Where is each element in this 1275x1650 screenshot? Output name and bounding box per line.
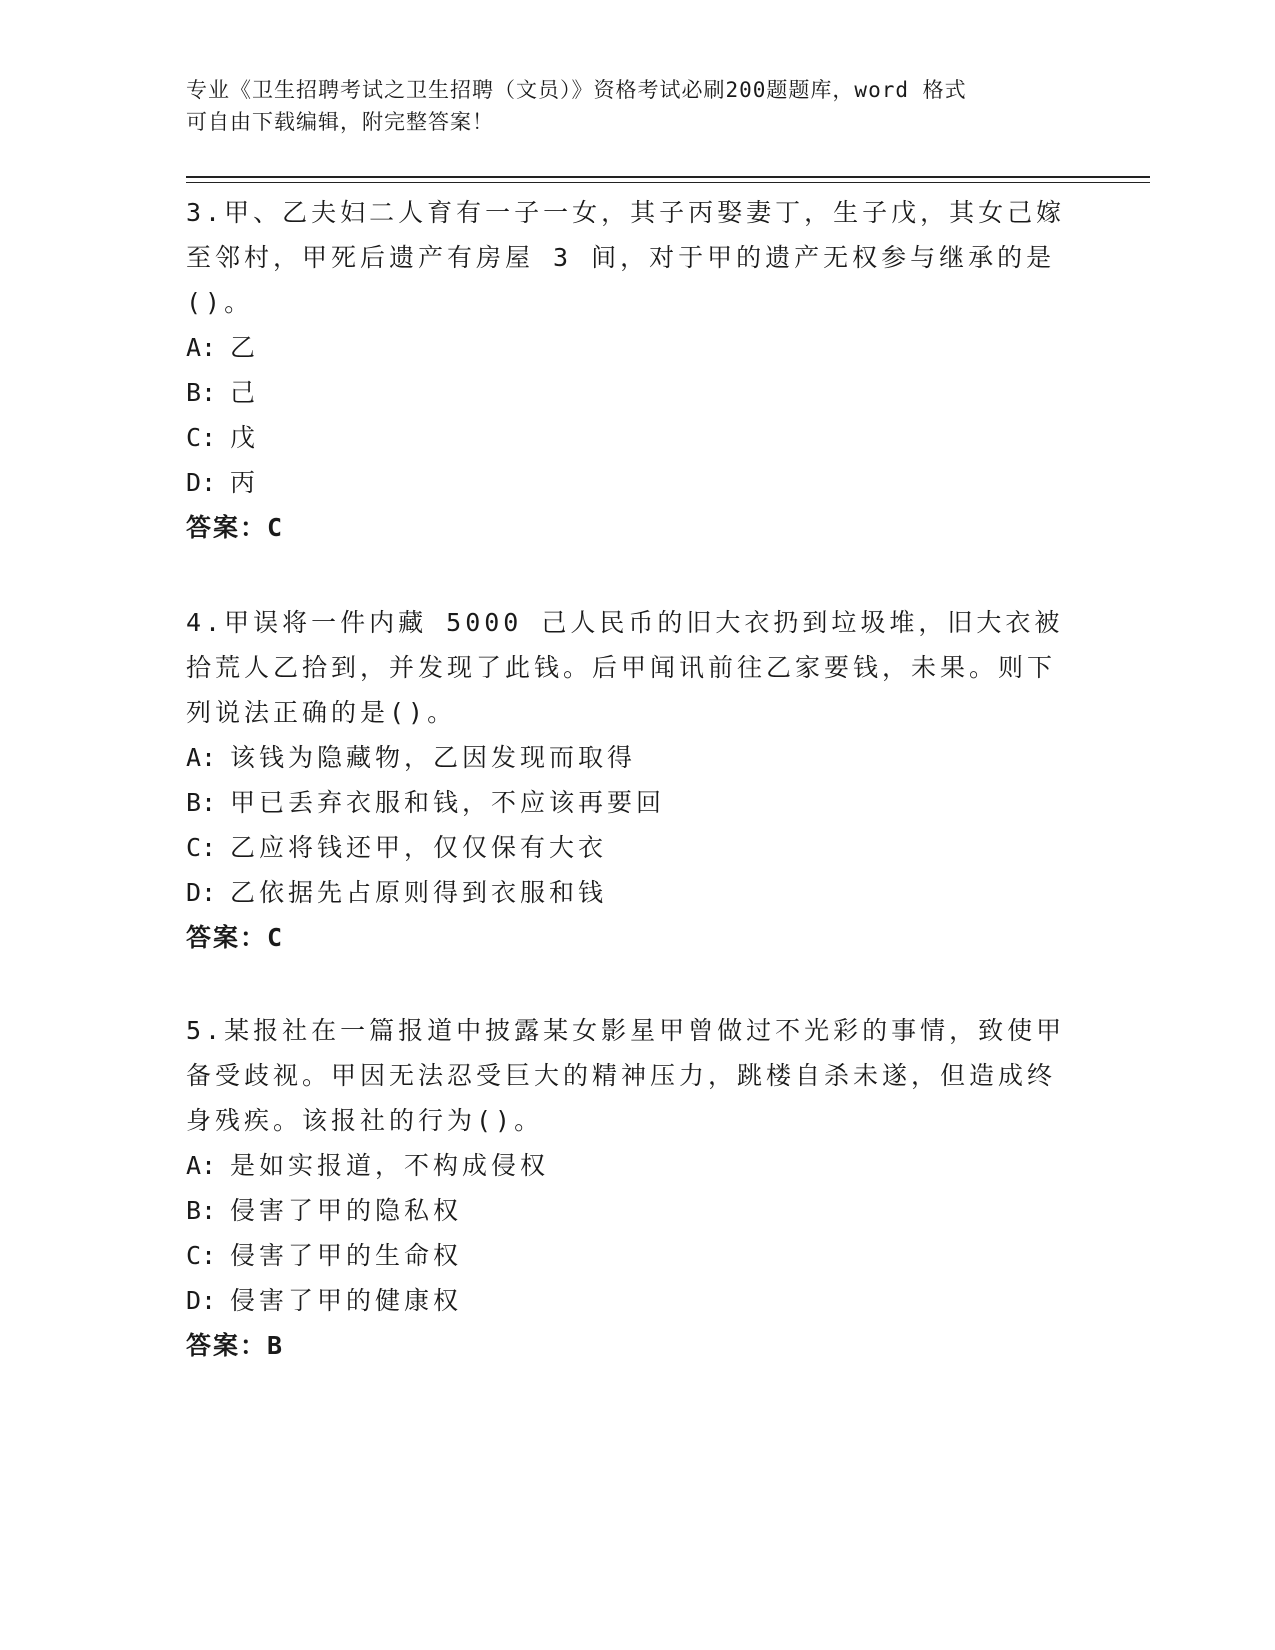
option-text: 该钱为隐藏物，乙因发现而取得 (230, 743, 637, 772)
option-text: 丙 (230, 468, 260, 497)
option-letter: C: (186, 423, 217, 452)
option-text: 甲已丢弃衣服和钱，不应该再要回 (230, 788, 666, 817)
question-stem: 3.甲、乙夫妇二人育有一子一女，其子丙娶妻丁，生子戊，其女己嫁至邻村，甲死后遗产有房屋 3 间，对于甲的遗产无权参与继承的是()。 (186, 198, 1066, 317)
option-letter: A: (186, 1151, 217, 1180)
option-b (186, 370, 1066, 415)
option-letter: A: (186, 333, 217, 362)
option-a (186, 735, 1066, 780)
question-3 (186, 190, 1066, 550)
option-b (186, 780, 1066, 825)
question-5 (186, 1008, 1066, 1368)
option-letter: D: (186, 1286, 217, 1315)
option-letter: D: (186, 878, 217, 907)
option-text: 侵害了甲的健康权 (230, 1286, 463, 1315)
option-c (186, 415, 1066, 460)
option-text: 乙 (230, 333, 260, 362)
option-d (186, 1278, 1066, 1323)
question-4 (186, 600, 1066, 960)
question-stem: 4.甲误将一件内藏 5000 己人民币的旧大衣扔到垃圾堆，旧大衣被拾荒人乙拾到，并发现了此钱。后甲闻讯前往乙家要钱，未果。则下列说法正确的是()。 (186, 608, 1064, 727)
header-rule-thick (186, 176, 1150, 178)
option-text: 乙依据先占原则得到衣服和钱 (230, 878, 608, 907)
option-letter: C: (186, 1241, 217, 1270)
option-c (186, 1233, 1066, 1278)
answer-line: 答案：C (186, 923, 285, 952)
option-b (186, 1188, 1066, 1233)
option-letter: A: (186, 743, 217, 772)
option-c (186, 825, 1066, 870)
question-stem: 5.某报社在一篇报道中披露某女影星甲曾做过不光彩的事情，致使甲备受歧视。甲因无法忍受巨大的精神压力，跳楼自杀未遂，但造成终身残疾。该报社的行为()。 (186, 1016, 1066, 1135)
option-text: 乙应将钱还甲，仅仅保有大衣 (230, 833, 608, 862)
option-a (186, 325, 1066, 370)
document-header (186, 74, 1066, 138)
header-rule-thin (186, 182, 1150, 183)
option-d (186, 870, 1066, 915)
option-letter: C: (186, 833, 217, 862)
option-a (186, 1143, 1066, 1188)
option-text: 侵害了甲的生命权 (230, 1241, 463, 1270)
option-d (186, 460, 1066, 505)
option-letter: B: (186, 378, 217, 407)
answer-line: 答案：C (186, 513, 285, 542)
option-text: 戊 (230, 423, 260, 452)
option-letter: B: (186, 1196, 217, 1225)
option-text: 是如实报道，不构成侵权 (230, 1151, 550, 1180)
header-line-2: 可自由下载编辑，附完整答案！ (186, 110, 494, 134)
option-letter: D: (186, 468, 217, 497)
option-text: 侵害了甲的隐私权 (230, 1196, 463, 1225)
option-letter: B: (186, 788, 217, 817)
option-text: 己 (230, 378, 260, 407)
header-line-1: 专业《卫生招聘考试之卫生招聘（文员）》资格考试必刷200题题库，word 格式 (186, 78, 967, 102)
answer-line: 答案：B (186, 1331, 285, 1360)
